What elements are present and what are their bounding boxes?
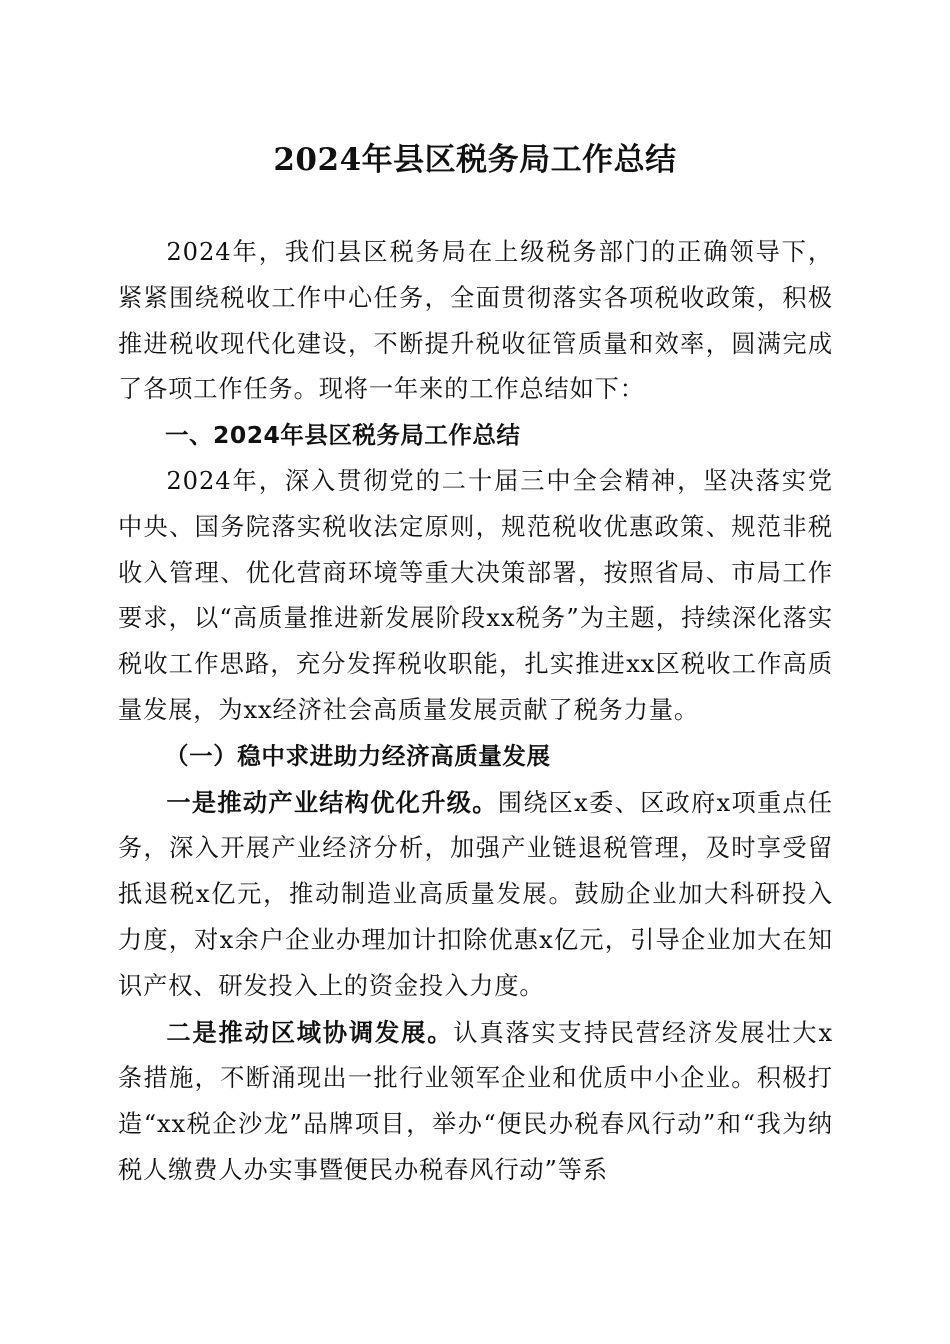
subsection-heading-1: （一）稳中求进助力经济高质量发展 (165, 741, 551, 770)
item-paragraph-1 (118, 780, 833, 1010)
section-heading-1: 一、2024年县区税务局工作总结 (165, 421, 521, 450)
document-title: 2024年县区税务局工作总结 (273, 142, 677, 178)
item-lead-2: 二是推动区域协调发展。 (166, 1017, 454, 1047)
item-lead-1: 一是推动产业结构优化升级。 (166, 787, 498, 817)
item-text-2: 认真落实支持民营经济发展壮大x条措施，不断涌现出一批行业领军企业和优质中小企业。积极打造“xx税企沙龙”品牌项目，举办“便民办税春风行动”和“我为纳税人缴费人办实事暨便民办税春风行动”等系 (118, 1018, 833, 1184)
section-paragraph-1: 2024年，深入贯彻党的二十届三中全会精神，坚决落实党中央、国务院落实税收法定原则，规范税收优惠政策、规范非税收入管理、优化营商环境等重大决策部署，按照省局、市局工作要求，以“高质量推进新发展阶段xx税务”为主题，持续深化落实税收工作思路，充分发挥税收职能，扎实推进xx区税收工作高质量发展，为xx经济社会高质量发展贡献了税务力量。 (118, 466, 833, 724)
document-body (118, 230, 833, 1194)
intro-paragraph: 2024年，我们县区税务局在上级税务部门的正确领导下，紧紧围绕税收工作中心任务，全面贯彻落实各项税收政策，积极推进税收现代化建设，不断提升税收征管质量和效率，圆满完成了各项工作任务。现将一年来的工作总结如下： (118, 238, 833, 404)
item-paragraph-2 (118, 1010, 833, 1194)
item-text-1: 围绕区x委、区政府x项重点任务，深入开展产业经济分析，加强产业链退税管理，及时享受留抵退税x亿元，推动制造业高质量发展。鼓励企业加大科研投入力度，对x余户企业办理加计扣除优惠x亿元，引导企业加大在知识产权、研发投入上的资金投入力度。 (118, 788, 833, 1000)
